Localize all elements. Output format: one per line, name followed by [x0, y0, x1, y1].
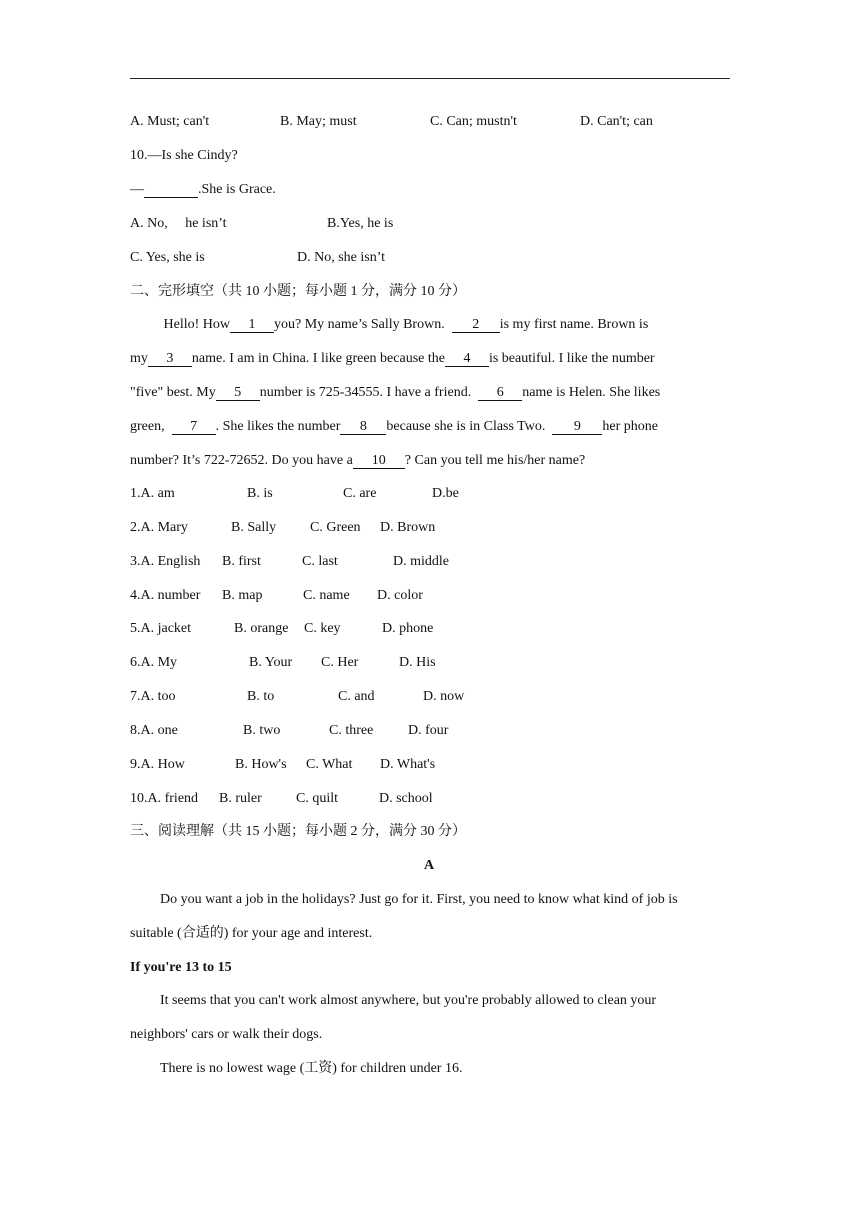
q2-option-a: 2.A. Mary [130, 520, 188, 535]
section3-heading: 三、阅读理解（共 15 小题；每小题 2 分，满分 30 分） [130, 824, 466, 839]
cloze-line-4 [130, 418, 658, 436]
q10-answer-line [130, 181, 276, 199]
q10-answer-tail: .She is Grace. [198, 182, 276, 197]
q6-option-b: B. Your [249, 655, 293, 670]
q1-option-c: C. are [343, 486, 377, 501]
q8-option-a: 8.A. one [130, 723, 178, 738]
q3-option-a: 3.A. English [130, 554, 201, 569]
q1-option-b: B. is [247, 486, 273, 501]
q7-option-d: D. now [423, 689, 465, 704]
paragraph-1-line-1: Do you want a job in the holidays? Just go for it. First, you need to know what kind of job is [160, 892, 678, 907]
q10-option-a: A. No, he isn’t [130, 216, 227, 231]
q10-cloze-option-d: D. school [379, 791, 433, 806]
cloze-blank-10: 10 [353, 453, 405, 469]
cloze-text: name. I am in China. I like green because the [191, 351, 445, 366]
passage-label: A [424, 858, 435, 873]
q8-option-b: B. two [243, 723, 281, 738]
q1-option-d: D.be [432, 486, 459, 501]
cloze-text: number? It’s 722-72652. Do you have a [130, 453, 353, 468]
cloze-line-3 [130, 384, 660, 402]
paragraph-3: There is no lowest wage (工资) for children under 16. [160, 1061, 463, 1076]
cloze-text: number is 725-34555. I have a friend. [259, 385, 479, 400]
cloze-text: her phone [602, 419, 658, 434]
cloze-text: Hello! How [160, 317, 230, 332]
q7-option-a: 7.A. too [130, 689, 176, 704]
q7-option-c: C. and [338, 689, 375, 704]
cloze-text: you? My name’s Sally Brown. [274, 317, 452, 332]
option-c: C. Can; mustn't [430, 114, 517, 129]
cloze-text: green, [130, 419, 172, 434]
cloze-blank-8: 8 [340, 419, 386, 435]
cloze-text: my [130, 351, 148, 366]
q1-option-a: 1.A. am [130, 486, 175, 501]
q8-option-d: D. four [408, 723, 449, 738]
q10-question: 10.—Is she Cindy? [130, 148, 238, 163]
option-b: B. May; must [280, 114, 357, 129]
paragraph-1-line-2: suitable (合适的) for your age and interest. [130, 926, 373, 941]
q9-option-a: 9.A. How [130, 757, 185, 772]
cloze-text: because she is in Class Two. [386, 419, 553, 434]
paragraph-2-line-1: It seems that you can't work almost anywhere, but you're probably allowed to clean your [160, 993, 657, 1008]
cloze-line-5 [130, 452, 585, 470]
q10-dash: — [130, 182, 144, 197]
q2-option-d: D. Brown [380, 520, 436, 535]
q6-option-c: C. Her [321, 655, 359, 670]
q4-option-c: C. name [303, 588, 350, 603]
q10-option-d: D. No, she isn’t [297, 250, 386, 265]
cloze-blank-1: 1 [230, 317, 274, 333]
subheading: If you're 13 to 15 [130, 960, 232, 975]
option-a: A. Must; can't [130, 114, 210, 129]
q2-option-c: C. Green [310, 520, 361, 535]
cloze-text: is my first name. Brown is [499, 317, 649, 332]
cloze-blank-2: 2 [452, 317, 500, 333]
section2-heading: 二、完形填空（共 10 小题；每小题 1 分，满分 10 分） [130, 284, 466, 299]
cloze-blank-6: 6 [478, 385, 522, 401]
q8-option-c: C. three [329, 723, 374, 738]
cloze-blank-3: 3 [148, 351, 192, 367]
q5-option-b: B. orange [234, 621, 289, 636]
option-d: D. Can't; can [580, 114, 653, 129]
q6-option-a: 6.A. My [130, 655, 178, 670]
q10-cloze-option-b: B. ruler [219, 791, 262, 806]
cloze-blank-4: 4 [445, 351, 489, 367]
q9-option-b: B. How's [235, 757, 287, 772]
cloze-text: ? Can you tell me his/her name? [404, 453, 586, 468]
q5-option-d: D. phone [382, 621, 434, 636]
q5-option-c: C. key [304, 621, 341, 636]
q10-blank [144, 182, 198, 198]
q4-option-a: 4.A. number [130, 588, 201, 603]
q10-option-c: C. Yes, she is [130, 250, 205, 265]
q9-option-c: C. What [306, 757, 353, 772]
q10-cloze-option-a: 10.A. friend [130, 791, 199, 806]
cloze-text: "five" best. My [130, 385, 216, 400]
q6-option-d: D. His [399, 655, 436, 670]
cloze-line-2 [130, 350, 655, 368]
cloze-blank-5: 5 [216, 385, 260, 401]
q3-option-d: D. middle [393, 554, 449, 569]
cloze-line-1 [160, 316, 648, 334]
q3-option-b: B. first [222, 554, 261, 569]
header-rule [130, 78, 730, 79]
q9-option-d: D. What's [380, 757, 436, 772]
q7-option-b: B. to [247, 689, 275, 704]
q2-option-b: B. Sally [231, 520, 277, 535]
cloze-text: name is Helen. She likes [522, 385, 661, 400]
paragraph-2-line-2: neighbors' cars or walk their dogs. [130, 1027, 323, 1042]
q5-option-a: 5.A. jacket [130, 621, 192, 636]
cloze-blank-7: 7 [172, 419, 216, 435]
cloze-text: is beautiful. I like the number [488, 351, 655, 366]
q3-option-c: C. last [302, 554, 338, 569]
q4-option-d: D. color [377, 588, 423, 603]
q10-cloze-option-c: C. quilt [296, 791, 339, 806]
q4-option-b: B. map [222, 588, 263, 603]
cloze-text: . She likes the number [215, 419, 341, 434]
q10-option-b: B.Yes, he is [327, 216, 394, 231]
cloze-blank-9: 9 [552, 419, 602, 435]
